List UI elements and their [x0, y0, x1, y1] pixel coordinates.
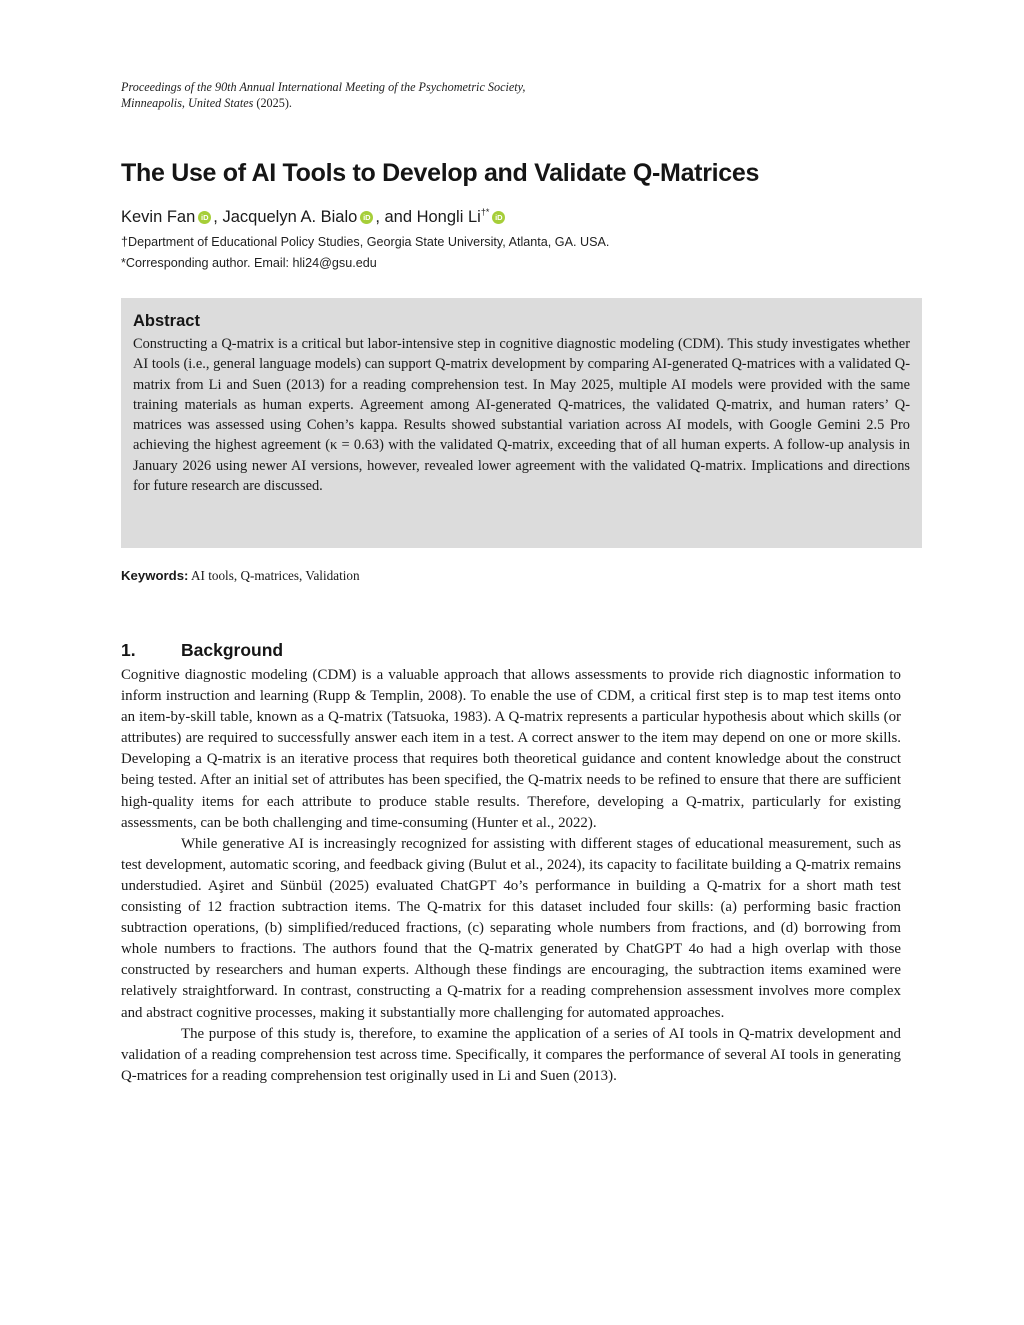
keywords-label: Keywords: — [121, 568, 189, 583]
section-body — [121, 665, 901, 1087]
author-marks: †* — [480, 207, 490, 217]
section-number: 1. — [121, 640, 136, 660]
abstract-box — [121, 298, 922, 548]
abstract-text: Constructing a Q-matrix is a critical but labor-intensive step in cognitive diagnostic modeling (CDM). This study investigates whether AI tools (i.e., general language models) can support Q-matrix development by comparing AI-generated Q-matrices with a validated Q-matrix from Li and Suen (2013) for a reading comprehension test. In May 2025, multiple AI models were provided with the same training materials as human experts. Agreement among AI-generated Q-matrices, the validated Q-matrix, and human raters’ Q-matrices was assessed using Cohen’s kappa. Results showed substantial variation across AI models, with Google Gemini 2.5 Pro achieving the highest agreement (κ = 0.63) with the validated Q-matrix, exceeding that of all human experts. A follow-up analysis in January 2026 using newer AI versions, however, revealed lower agreement with the validated Q-matrix. Implications and directions for future research are discussed. — [133, 336, 910, 495]
paper-title: The Use of AI Tools to Develop and Validate Q-Matrices — [121, 159, 760, 187]
orcid-icon[interactable]: iD — [198, 211, 211, 224]
section-heading — [121, 640, 283, 661]
paragraph: The purpose of this study is, therefore, to examine the application of a series of AI tools in Q-matrix development and validation of a reading comprehension test across time. Specifically, it compares the performance of several AI tools in generating Q-matrices for a reading comprehension test originally used in Li and Suen (2013). — [121, 1025, 901, 1084]
proceedings-year: (2025). — [253, 96, 292, 110]
affiliation: †Department of Educational Policy Studies, Georgia State University, Atlanta, GA. USA. — [121, 235, 610, 249]
paragraph: While generative AI is increasingly recognized for assisting with different stages of educational measurement, such as test development, automatic scoring, and feedback giving (Bulut et al., 2024), its capacity to facilitate building a Q-matrix remains understudied. Aşiret and Sünbül (2025) evaluated ChatGPT 4o’s performance in building a Q-matrix for a short math test consisting of 12 fraction subtraction items. The Q-matrix for this dataset included four skills: (a) performing basic fraction subtraction operations, (b) simplified/reduced fractions, (c) separating whole numbers from fractions, and (d) borrowing from whole numbers to fractions. The authors found that the Q-matrix generated by ChatGPT 4o had a high overlap with those constructed by researchers and human experts. Although these findings are encouraging, the subtraction items examined were relatively straightforward. In contrast, constructing a Q-matrix for a reading comprehension assessment involves more complex and abstract cognitive processes, making it substantially more challenging for automated approaches. — [121, 835, 901, 1021]
keywords-text: AI tools, Q-matrices, Validation — [188, 568, 360, 583]
proceedings-citation — [121, 79, 591, 111]
keywords — [121, 568, 360, 584]
corresponding-author: *Corresponding author. Email: hli24@gsu.edu — [121, 256, 377, 270]
orcid-icon[interactable]: iD — [492, 211, 505, 224]
orcid-icon[interactable]: iD — [360, 211, 373, 224]
section-title: Background — [181, 640, 284, 660]
proceedings-italic: Proceedings of the 90th Annual International Meeting of the Psychometric Society, Minneapolis, United States — [121, 80, 526, 110]
author-name: , Jacquelyn A. Bialo — [213, 208, 358, 226]
paragraph: Cognitive diagnostic modeling (CDM) is a valuable approach that allows assessments to provide rich diagnostic information to inform instruction and learning (Rupp & Templin, 2008). To enable the use of CDM, a critical first step is to map test items onto an item-by-skill table, known as a Q-matrix (Tatsuoka, 1983). A Q-matrix represents a particular hypothesis about which skills (or attributes) are required to successfully answer each item in a test. A correct answer to the item may depend on one or more skills. Developing a Q-matrix is an iterative process that requires both theoretical guidance and content knowledge about the construct being tested. After an initial set of attributes has been specified, the Q-matrix needs to be refined to ensure that there are sufficient high-quality items for each attribute to produce stable results. Therefore, developing a Q-matrix, particularly for existing assessments, can be both challenging and time-consuming (Hunter et al., 2022). — [121, 667, 901, 831]
author-name: Kevin Fan — [121, 208, 196, 226]
author-name: , and Hongli Li — [375, 208, 481, 226]
author-list — [121, 207, 507, 227]
abstract-heading: Abstract — [133, 312, 200, 330]
